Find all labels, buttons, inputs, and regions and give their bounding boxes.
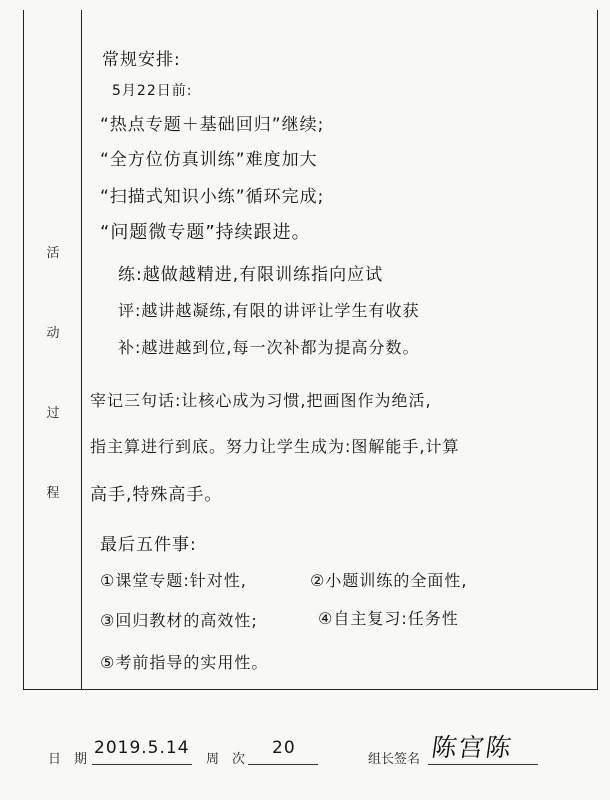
date-label: 日 期 [48, 752, 88, 767]
handwritten-line-7: 练:越做越精进,有限训练指向应试 [118, 265, 384, 285]
week-label: 周 次 [206, 752, 246, 767]
handwritten-line-15: ②小题训练的全面性, [310, 571, 468, 590]
date-underline [92, 764, 192, 765]
section-label-column [24, 10, 82, 689]
handwritten-line-13: 最后五件事: [100, 535, 197, 555]
handwritten-line-12: 高手,特殊高手。 [90, 485, 223, 505]
handwritten-line-3: “热点专题＋基础回归”继续; [100, 115, 325, 135]
week-underline [248, 764, 318, 765]
handwritten-line-5: “扫描式知识小练”循环完成; [100, 187, 325, 207]
handwritten-line-10: 宰记三句话:让核心成为习惯,把画图作为绝活, [90, 391, 432, 410]
handwritten-content [82, 10, 597, 689]
activity-form-table [23, 10, 598, 690]
handwritten-line-14: ①课堂专题:针对性, [100, 571, 247, 590]
handwritten-line-2: 5月22日前: [112, 83, 193, 99]
handwritten-line-17: ④自主复习:任务性 [318, 609, 459, 628]
section-label-char-2: 动 [46, 326, 60, 341]
section-label-char-4: 程 [46, 486, 60, 501]
date-value: 2019.5.14 [94, 738, 190, 758]
handwritten-line-8: 评:越讲越凝练,有限的讲评让学生有收获 [118, 301, 420, 320]
week-value: 20 [272, 738, 296, 758]
handwritten-line-18: ⑤考前指导的实用性。 [100, 653, 269, 672]
handwritten-line-6: “问题微专题”持续跟进。 [100, 222, 311, 243]
signature-underline [428, 764, 538, 765]
leader-signature: 陈宫陈 [429, 733, 515, 762]
handwritten-line-9: 补:越进越到位,每一次补都为提高分数。 [118, 338, 420, 357]
leader-signature-label: 组长签名 [368, 752, 421, 767]
form-footer [0, 700, 610, 800]
section-label-char-3: 过 [46, 406, 60, 421]
section-label-char-1: 活 [46, 246, 60, 261]
handwritten-line-1: 常规安排: [102, 50, 181, 70]
handwritten-line-4: “全方位仿真训练”难度加大 [100, 150, 318, 170]
handwritten-line-16: ③回归教材的高效性; [100, 611, 258, 630]
handwritten-line-11: 指主算进行到底。努力让学生成为:图解能手,计算 [90, 437, 460, 456]
